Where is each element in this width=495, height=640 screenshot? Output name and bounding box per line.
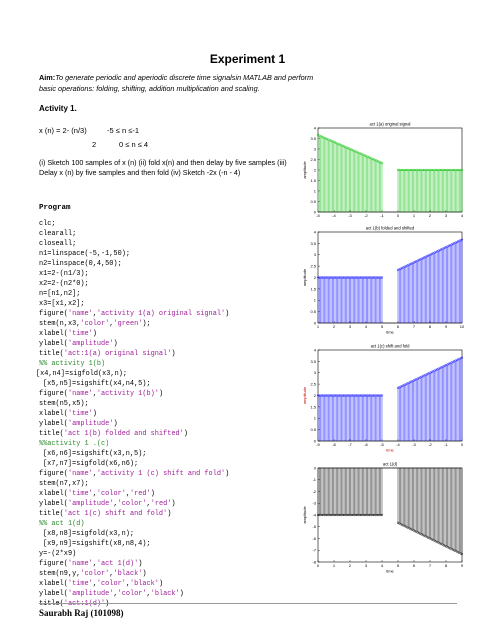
equation-2-lhs: 2 xyxy=(92,140,97,149)
x-tick-label: 0 xyxy=(316,563,320,568)
program-heading: Program xyxy=(39,204,71,212)
plot-1a-original-signal xyxy=(300,118,468,226)
x-tick-label: -3 xyxy=(348,213,352,218)
y-tick-label: -3 xyxy=(312,500,316,506)
y-tick-label: 4 xyxy=(313,125,316,131)
code-line: xlabel('time','color','red') xyxy=(39,490,155,498)
y-tick-label: 2.5 xyxy=(310,156,316,162)
plot-title: act 1(b) folded and shifted xyxy=(365,225,415,231)
y-tick-label: 2 xyxy=(313,274,316,280)
x-tick-label: -1 xyxy=(444,442,448,447)
x-tick-label: 3 xyxy=(348,324,352,329)
code-line: figure('name','activity 1 (c) shift and fold') xyxy=(39,470,230,478)
y-tick-label: -5 xyxy=(312,524,316,530)
plot-1c-shift-and-fold xyxy=(300,340,468,455)
code-line: xlabel('time') xyxy=(39,410,97,418)
x-tick-label: 8 xyxy=(428,324,432,329)
y-tick-label: -6 xyxy=(312,535,316,541)
x-tick-label: 10 xyxy=(459,324,465,329)
activity-heading: Activity 1. xyxy=(39,104,77,113)
plot-title: act 1(a) original signal xyxy=(369,121,411,127)
x-tick-label: 7 xyxy=(428,563,432,568)
x-tick-label: 0 xyxy=(460,442,464,447)
x-tick-label: 2 xyxy=(332,324,336,329)
footer-rule xyxy=(39,603,457,604)
code-line: y=-(2*x9) xyxy=(39,550,77,558)
y-tick-label: -7 xyxy=(312,547,316,553)
code-line: x2=2-(n2*0); xyxy=(39,280,89,288)
code-line: figure('name','act 1(d)') xyxy=(39,560,143,568)
x-tick-label: 8 xyxy=(444,563,448,568)
x-tick-label: -2 xyxy=(428,442,432,447)
x-axis-label: time xyxy=(386,568,394,574)
y-tick-label: 1.5 xyxy=(310,404,316,410)
code-line: n2=linspace(0,4,50); xyxy=(39,260,122,268)
plot-1b-folded-shifted xyxy=(300,222,468,337)
code-line: x3=[x1,x2]; xyxy=(39,300,85,308)
code-line: clearall; xyxy=(39,230,77,238)
y-tick-label: 3 xyxy=(313,370,316,376)
code-line: ylabel('amplitude') xyxy=(39,420,118,428)
code-line: xlabel('time') xyxy=(39,330,97,338)
y-tick-label: 1 xyxy=(313,297,316,303)
y-tick-label: -8 xyxy=(312,559,316,565)
y-axis-label: amplitude xyxy=(302,386,307,405)
equation-1-range: -5 ≤ n ≤-1 xyxy=(107,126,139,135)
equation-2-range: 0 ≤ n ≤ 4 xyxy=(119,140,149,149)
y-tick-label: 3.5 xyxy=(310,240,316,246)
x-tick-label: 5 xyxy=(396,563,400,568)
equation-1-lhs: x (n) = 2- (n/3) xyxy=(39,126,87,135)
x-tick-label: -6 xyxy=(364,442,368,447)
task-list: (i) Sketch 100 samples of x (n) (ii) fold x(n) and then delay by five samples (iii) Delay x (n) by five samples and then fold (iv) Sketch -2x (-n - 4) xyxy=(39,158,287,177)
y-tick-label: 3 xyxy=(313,146,316,152)
code-line: [x7,n7]=sigfold(x6,n6); xyxy=(43,460,139,468)
y-tick-label: 2 xyxy=(313,167,316,173)
y-tick-label: 1 xyxy=(313,188,316,194)
code-line: [x5,n5]=sigshift(x4,n4,5); xyxy=(43,380,151,388)
code-line: stem(n5,x5); xyxy=(39,400,89,408)
code-line: clc; xyxy=(39,220,56,228)
x-tick-label: 2 xyxy=(348,563,352,568)
y-axis-label: amplitude xyxy=(302,161,307,179)
x-tick-label: 1 xyxy=(412,213,416,218)
aim-text: To generate periodic and aperiodic discrete time signalsin MATLAB and perform basic operations: folding, shifting, addition multiplication and scaling. xyxy=(39,73,314,93)
plot-title: act 1(d) xyxy=(382,461,398,467)
code-line: ylabel('amplitude','color','black') xyxy=(39,590,184,598)
x-tick-label: -1 xyxy=(380,213,384,218)
x-tick-label: 4 xyxy=(380,563,384,568)
aim-paragraph xyxy=(39,72,329,94)
y-tick-label: 0.5 xyxy=(310,198,316,204)
author-footer: Saurabh Raj (101098) xyxy=(39,608,124,618)
code-comment-line: %% act 1(d) xyxy=(39,520,85,528)
y-tick-label: 0 xyxy=(313,209,316,215)
experiment-title: Experiment 1 xyxy=(209,52,286,66)
x-tick-label: 0 xyxy=(396,213,400,218)
x-tick-label: -4 xyxy=(396,442,400,447)
y-tick-label: 2.5 xyxy=(310,263,316,269)
y-tick-label: 1.5 xyxy=(310,286,316,292)
x-tick-label: -5 xyxy=(316,213,320,218)
x-tick-label: -5 xyxy=(380,442,384,447)
x-tick-label: 1 xyxy=(316,324,320,329)
x-tick-label: 6 xyxy=(412,563,416,568)
y-tick-label: 0 xyxy=(313,465,316,471)
code-line: title('act:1(a) original signal') xyxy=(39,350,176,358)
y-tick-label: -2 xyxy=(312,488,316,494)
y-tick-label: 2.5 xyxy=(310,381,316,387)
code-line: stem(n7,x7); xyxy=(39,480,89,488)
x-tick-label: 7 xyxy=(412,324,416,329)
y-tick-label: 4 xyxy=(313,347,316,353)
plot-title: act 1(c) shift and fold xyxy=(370,343,410,349)
code-comment-line: %% activity 1(b) xyxy=(39,360,106,368)
code-line: [x4,n4]=sigfold(x3,n); xyxy=(36,370,127,378)
x-tick-label: -8 xyxy=(332,442,336,447)
y-tick-label: 0 xyxy=(313,438,316,444)
y-axis-label: amplitude xyxy=(302,506,307,524)
code-line: ylabel('amplitude','color','red') xyxy=(39,500,176,508)
x-tick-label: 9 xyxy=(460,563,464,568)
y-tick-label: 2 xyxy=(313,392,316,398)
code-line: title('act 1(c) shift and fold') xyxy=(39,510,172,518)
y-tick-label: 0 xyxy=(313,320,316,326)
code-line: title('act 1(b) folded and shifted') xyxy=(39,430,188,438)
code-line: n=[n1,n2]; xyxy=(39,290,81,298)
x-tick-label: 4 xyxy=(460,213,464,218)
y-tick-label: 0.5 xyxy=(310,309,316,315)
y-tick-label: -4 xyxy=(312,512,316,518)
x-tick-label: -4 xyxy=(332,213,336,218)
plot-1d xyxy=(300,458,468,576)
y-tick-label: -1 xyxy=(312,477,316,483)
y-tick-label: 1.5 xyxy=(310,177,316,183)
x-tick-label: 1 xyxy=(332,563,336,568)
code-comment-line: %%activity 1 .(c) xyxy=(39,440,110,448)
code-line: figure('name','activity 1(b)') xyxy=(39,390,164,398)
x-tick-label: 2 xyxy=(428,213,432,218)
x-tick-label: 9 xyxy=(444,324,448,329)
code-line: figure('name','activity 1(a) original signal') xyxy=(39,310,230,318)
x-tick-label: -2 xyxy=(364,213,368,218)
x-axis-label: time xyxy=(386,447,394,453)
code-line: closeall; xyxy=(39,240,77,248)
code-line: [x9,n9]=sigshift(x8,n8,4); xyxy=(43,540,151,548)
y-tick-label: 3.5 xyxy=(310,358,316,364)
x-tick-label: -3 xyxy=(412,442,416,447)
x-tick-label: -9 xyxy=(316,442,320,447)
x-tick-label: 3 xyxy=(444,213,448,218)
y-tick-label: 3.5 xyxy=(310,135,316,141)
x-tick-label: -7 xyxy=(348,442,352,447)
code-line: stem(n9,y,'color','black') xyxy=(39,570,147,578)
code-line: n1=linspace(-5,-1,50); xyxy=(39,250,130,258)
code-line: stem(n,x3,'color','green'); xyxy=(39,320,151,328)
x-tick-label: 4 xyxy=(364,324,368,329)
y-tick-label: 1 xyxy=(313,415,316,421)
y-tick-label: 0.5 xyxy=(310,427,316,433)
code-line: x1=2-(n1/3); xyxy=(39,270,89,278)
code-line: title('act:1(d)') xyxy=(39,600,110,608)
y-tick-label: 3 xyxy=(313,252,316,258)
code-line: ylabel('amplitude') xyxy=(39,340,118,348)
code-line: [x6,n6]=sigshift(x3,n,5); xyxy=(43,450,147,458)
x-tick-label: 5 xyxy=(380,324,384,329)
x-axis-label: time xyxy=(386,329,394,335)
code-line: [x8,n8]=sigfold(x3,n); xyxy=(43,530,134,538)
aim-label: Aim: xyxy=(39,73,56,82)
y-tick-label: 4 xyxy=(313,229,316,235)
code-line: xlabel('time','color','black') xyxy=(39,580,164,588)
y-axis-label: amplitude xyxy=(302,268,307,287)
x-tick-label: 6 xyxy=(396,324,400,329)
x-tick-label: 3 xyxy=(364,563,368,568)
